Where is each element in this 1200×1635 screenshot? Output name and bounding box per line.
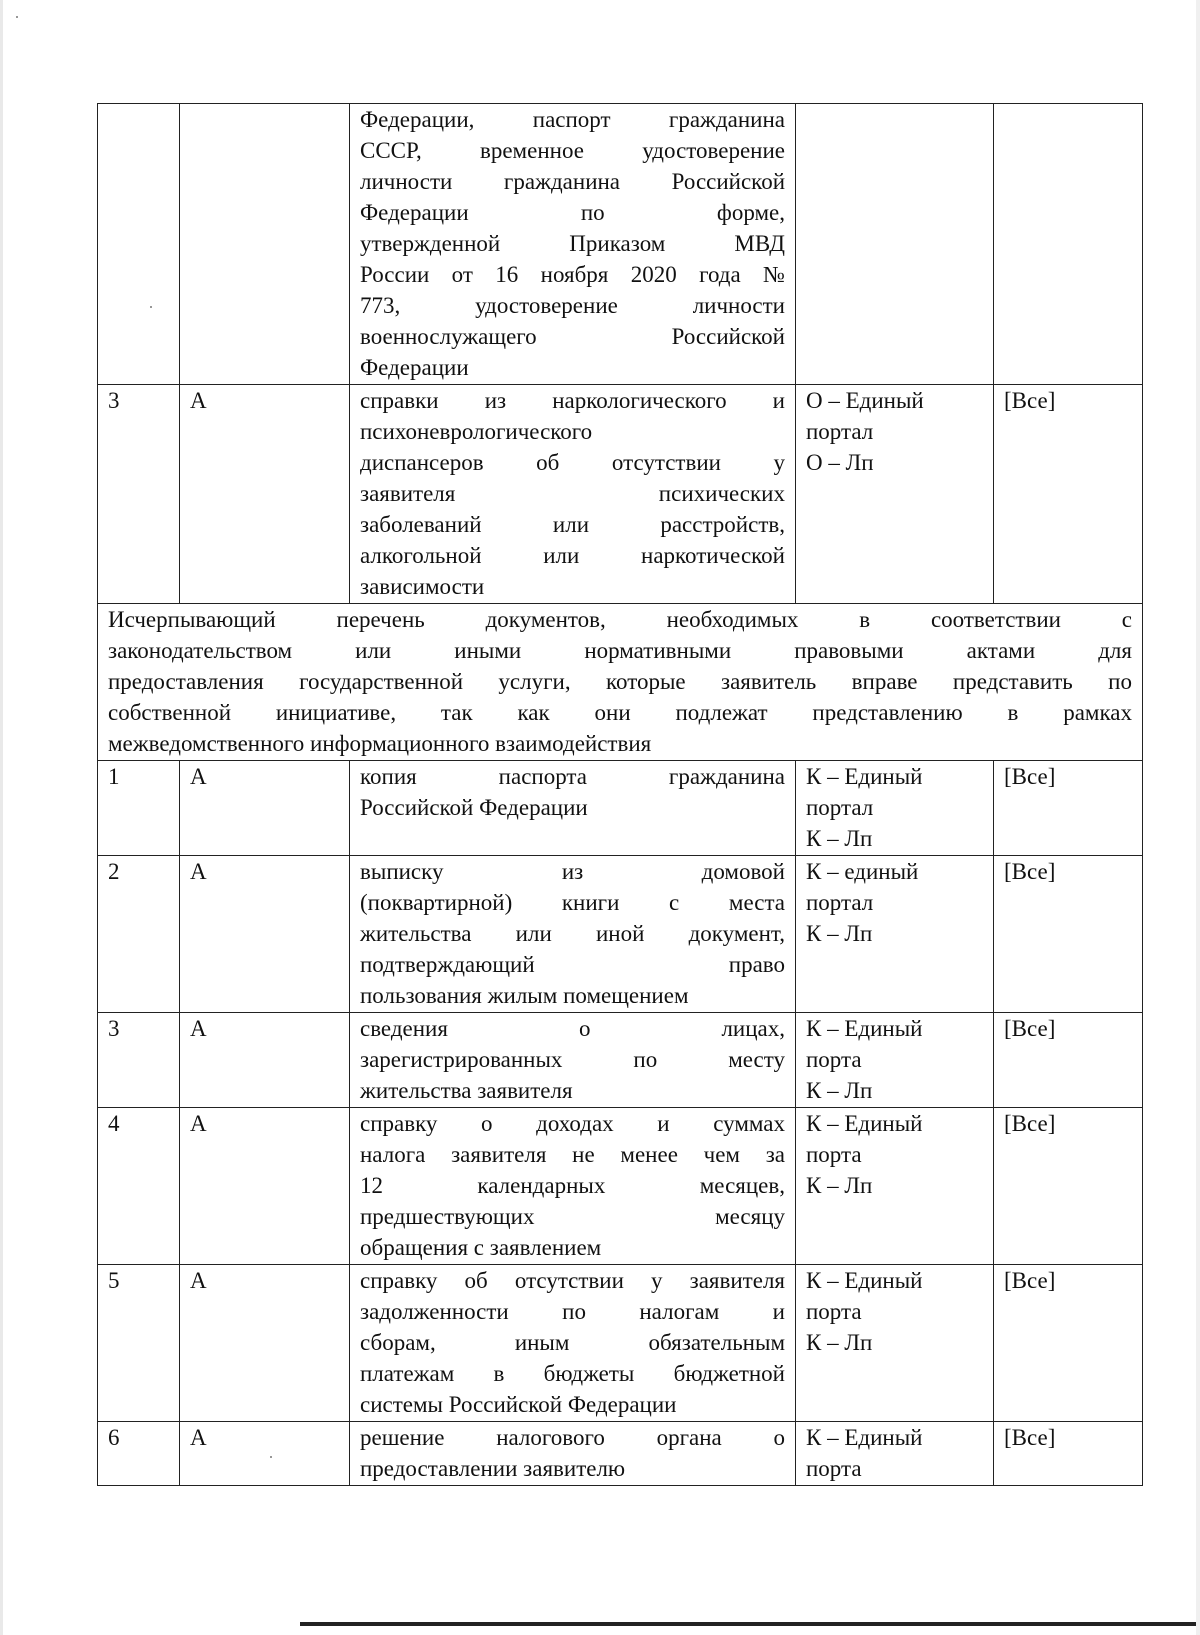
method-line: К – Единый [806,764,923,789]
submission-method [796,1108,994,1265]
description-line: налога заявителя не менее чем за [360,1142,785,1167]
applicability: [Все] [994,856,1143,1013]
table-row [98,856,1143,1013]
submission-method [796,761,994,856]
scan-bottom-edge [300,1622,1196,1626]
description-line: платежам в бюджеты бюджетной [360,1361,785,1386]
description-line: заявителя психических [360,481,785,506]
description-line: сборам, иным обязательным [360,1330,785,1355]
description-line: жительства или иной документ, [360,921,785,946]
table-row [98,761,1143,856]
description-line: задолженности по налогам и [360,1299,785,1324]
description-line: предоставлении заявителю [360,1456,626,1481]
description-line: выписку из домовой [360,859,785,884]
description-line: предшествующих месяцу [360,1204,785,1229]
applicability: [Все] [994,1013,1143,1108]
description-line: пользования жилым помещением [360,983,689,1008]
description-line: диспансеров об отсутствии у [360,450,785,475]
submission-method [796,1013,994,1108]
description-line: психоневрологического [360,419,593,444]
section-heading-line: Исчерпывающий перечень документов, необходимых в соответствии с [108,607,1132,632]
method-line: порта [806,1047,862,1072]
applicant-category: А [180,1013,350,1108]
row-number: 6 [98,1422,180,1486]
row-number: 3 [98,385,180,604]
document-description [350,761,796,856]
method-line: порта [806,1142,862,1167]
table-row [98,1013,1143,1108]
section-heading-line: предоставления государственной услуги, которые заявитель вправе представить по [108,669,1132,694]
table-row [98,1108,1143,1265]
method-line: О – Единый [806,388,924,413]
method-line: К – Единый [806,1425,923,1450]
row-number: 4 [98,1108,180,1265]
applicant-category: А [180,856,350,1013]
description-line: утвержденной Приказом МВД [360,231,785,256]
applicant-category: А [180,1108,350,1265]
applicability [994,104,1143,385]
row-number [98,104,180,385]
description-line: 12 календарных месяцев, [360,1173,785,1198]
applicability: [Все] [994,1422,1143,1486]
section-heading-line: собственной инициативе, так как они подлежат представлению в рамках [108,700,1132,725]
document-description [350,385,796,604]
method-line: К – единый [806,859,919,884]
documents-table [97,103,1143,1486]
method-line: портал [806,419,874,444]
method-line: К – Единый [806,1111,923,1136]
method-line: К – Лп [806,1078,873,1103]
method-line: К – Единый [806,1268,923,1293]
table-row [98,1422,1143,1486]
table-row [98,1265,1143,1422]
description-line: справку об отсутствии у заявителя [360,1268,785,1293]
description-line: алкогольной или наркотической [360,543,785,568]
scan-left-edge [0,0,3,1635]
description-line: системы Российской Федерации [360,1392,677,1417]
description-line: Федерации [360,355,469,380]
method-line: К – Лп [806,826,873,851]
method-line: К – Лп [806,1173,873,1198]
applicant-category: А [180,761,350,856]
method-line: К – Единый [806,1016,923,1041]
description-line: заболеваний или расстройств, [360,512,785,537]
scan-right-edge [1196,0,1200,1635]
description-line: жительства заявителя [360,1078,573,1103]
method-line: К – Лп [806,921,873,946]
description-line: России от 16 ноября 2020 года № [360,262,785,287]
applicability: [Все] [994,1265,1143,1422]
documents-table-body [98,104,1143,1486]
description-line: решение налогового органа о [360,1425,785,1450]
description-line: 773, удостоверение личности [360,293,785,318]
document-description [350,1422,796,1486]
row-number: 2 [98,856,180,1013]
description-line: Российской Федерации [360,795,588,820]
description-line: обращения с заявлением [360,1235,602,1260]
description-line: (поквартирной) книги с места [360,890,785,915]
row-number: 3 [98,1013,180,1108]
submission-method [796,856,994,1013]
applicant-category: А [180,1422,350,1486]
submission-method [796,1265,994,1422]
section-heading [98,604,1143,761]
section-heading-line: межведомственного информационного взаимодействия [108,731,652,756]
method-line: О – Лп [806,450,874,475]
section-heading-row [98,604,1143,761]
description-line: зависимости [360,574,485,599]
row-number: 1 [98,761,180,856]
description-line: Федерации, паспорт гражданина [360,107,785,132]
submission-method [796,1422,994,1486]
method-line: порта [806,1299,862,1324]
applicability: [Все] [994,1108,1143,1265]
applicant-category: А [180,1265,350,1422]
description-line: личности гражданина Российской [360,169,785,194]
description-line: справку о доходах и суммах [360,1111,785,1136]
method-line: К – Лп [806,1330,873,1355]
applicant-category: А [180,385,350,604]
method-line: портал [806,795,874,820]
method-line: портал [806,890,874,915]
description-line: военнослужащего Российской [360,324,785,349]
document-description [350,1108,796,1265]
description-line: справки из наркологического и [360,388,785,413]
document-description [350,856,796,1013]
description-line: Федерации по форме, [360,200,785,225]
description-line: подтверждающий право [360,952,785,977]
description-line: копия паспорта гражданина [360,764,785,789]
document-description [350,104,796,385]
applicant-category [180,104,350,385]
description-line: зарегистрированных по месту [360,1047,785,1072]
table-row [98,385,1143,604]
submission-method [796,385,994,604]
section-heading-line: законодательством или иными нормативными правовыми актами для [108,638,1132,663]
row-number: 5 [98,1265,180,1422]
applicability: [Все] [994,761,1143,856]
document-description [350,1265,796,1422]
description-line: СССР, временное удостоверение [360,138,785,163]
table-row [98,104,1143,385]
scan-speck [16,16,18,18]
description-line: сведения о лицах, [360,1016,785,1041]
document-description [350,1013,796,1108]
applicability: [Все] [994,385,1143,604]
submission-method [796,104,994,385]
method-line: порта [806,1456,862,1481]
